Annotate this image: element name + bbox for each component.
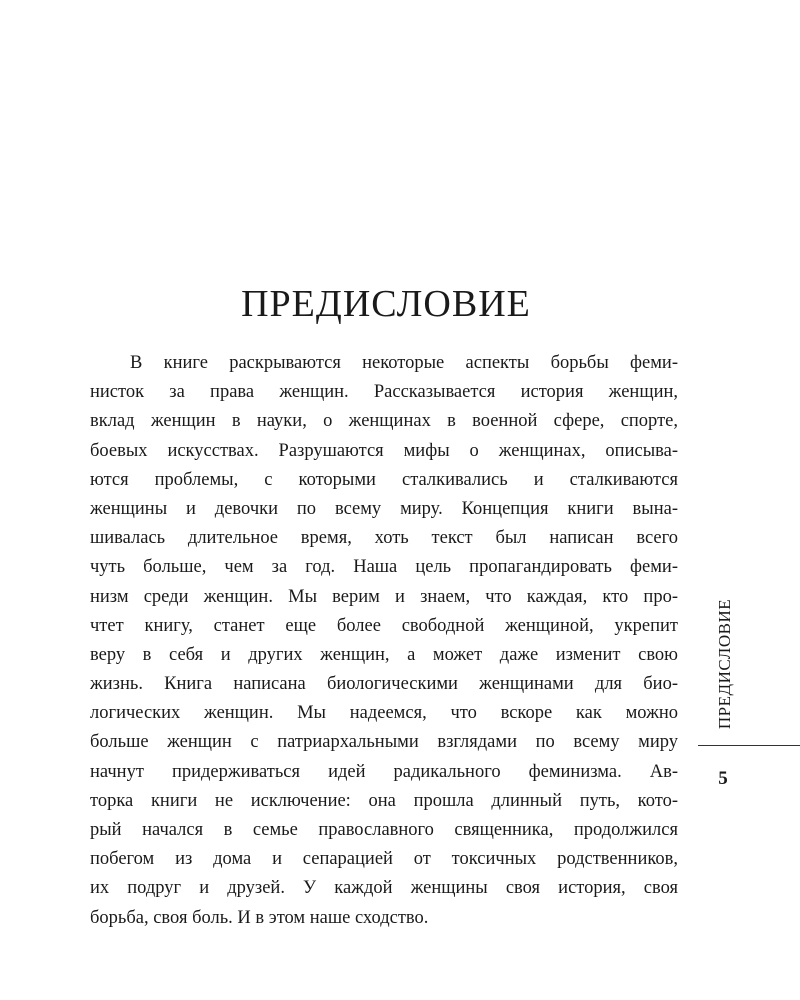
text-line: чуть больше, чем за год. Наша цель пропагандировать феми- [90, 557, 678, 578]
text-line: борьба, своя боль. И в этом наше сходство. [90, 907, 429, 928]
text-line: рый начался в семье православного священника, продолжился [90, 820, 678, 840]
page-title: ПРЕДИСЛОВИЕ [241, 283, 531, 325]
text-line: нисток за права женщин. Рассказывается история женщин, [90, 382, 678, 403]
text-line: веру в себя и других женщин, а может даже изменит свою [90, 644, 678, 665]
text-line: жизнь. Книга написана биологическими женщинами для био- [90, 674, 678, 695]
text-line: логических женщин. Мы надеемся, что вскоре как можно [90, 703, 678, 724]
text-line: боевых искусствах. Разрушаются мифы о женщинах, описыва- [90, 440, 678, 461]
text-line: чтет книгу, станет еще более свободной женщиной, укрепит [90, 615, 678, 636]
text-line: начнут придерживаться идей радикального феминизма. Ав- [90, 761, 678, 782]
text-line: низм среди женщин. Мы верим и знаем, что каждая, кто про- [90, 586, 678, 607]
text-line: шивалась длительное время, хоть текст был написан всего [90, 528, 678, 549]
text-line: женщины и девочки по всему миру. Концепция книги вына- [90, 498, 678, 519]
text-line: побегом из дома и сепарацией от токсичных родственников, [90, 849, 678, 870]
text-line: больше женщин с патриархальными взглядами по всему миру [90, 732, 678, 753]
running-head [695, 599, 755, 729]
text-line: их подруг и друзей. У каждой женщины своя история, своя [90, 878, 678, 899]
running-head-label: ПРЕДИСЛОВИЕ [715, 598, 734, 730]
page-number: 5 [718, 768, 728, 789]
text-line: В книге раскрываются некоторые аспекты борьбы феми- [130, 353, 678, 373]
text-line: торка книги не исключение: она прошла длинный путь, кото- [90, 790, 678, 811]
text-line: вклад женщин в науки, о женщинах в военной сфере, спорте, [90, 411, 678, 432]
body-paragraph [90, 349, 678, 933]
running-head-divider [698, 745, 800, 746]
text-line: ются проблемы, с которыми сталкивались и сталкиваются [90, 469, 678, 490]
